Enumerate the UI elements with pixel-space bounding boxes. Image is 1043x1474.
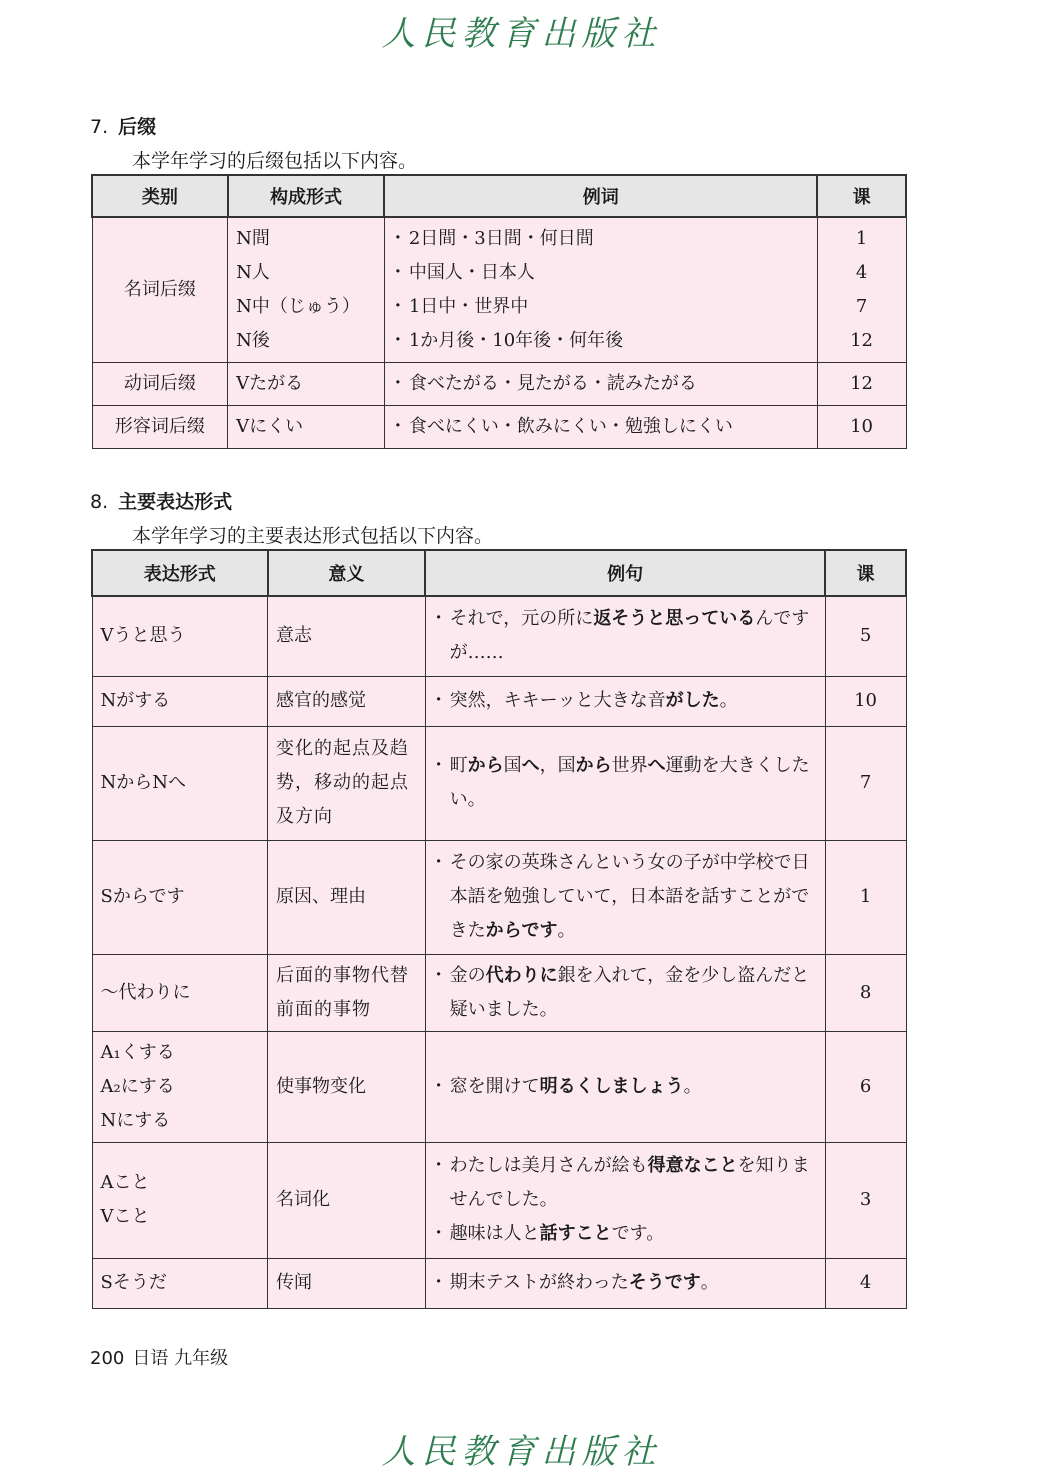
target-expression: 代わりに xyxy=(485,964,558,986)
expression-form: NからNへ xyxy=(100,772,186,793)
table-row xyxy=(92,406,906,449)
lesson-number: 7 xyxy=(855,296,868,317)
sentence-text: です。 xyxy=(611,1223,665,1244)
example-cell xyxy=(384,406,817,449)
example-cell xyxy=(384,217,817,363)
sentence-text: 町 xyxy=(449,755,468,776)
sentence-text: 世界 xyxy=(611,755,648,776)
sentence-text: 。 xyxy=(683,1075,702,1097)
category-cell: 名词后缀 xyxy=(92,217,228,363)
lesson-cell xyxy=(817,217,906,363)
expression-cell xyxy=(92,726,268,840)
lesson-cell: 5 xyxy=(825,596,906,676)
form-cell xyxy=(228,217,385,363)
example-item: ・ 2日間・3日間・何日間 xyxy=(393,222,809,256)
expression-form: Aこと xyxy=(100,1172,150,1193)
sentence-text: 期末テストが終わった xyxy=(449,1272,629,1293)
table-header-row xyxy=(92,550,906,596)
lesson-cell: 12 xyxy=(817,363,906,406)
target-expression: から xyxy=(575,755,612,776)
example-item: ・ 1日中・世界中 xyxy=(393,290,809,324)
lesson-cell: 10 xyxy=(817,406,906,449)
sentence-text: んですが…… xyxy=(449,608,810,664)
header-lesson: 课 xyxy=(817,175,906,217)
sentence-text: 趣味は人と xyxy=(449,1223,540,1244)
expression-cell xyxy=(92,676,268,726)
sentence-text: 。 xyxy=(700,1272,719,1293)
example-item: ・ 食べにくい・飲みにくい・勉強しにくい xyxy=(393,410,809,444)
table-row xyxy=(92,954,906,1031)
target-expression: へ xyxy=(647,755,666,776)
example-sentence xyxy=(434,1266,817,1300)
lesson-number: 4 xyxy=(855,262,868,283)
table-row xyxy=(92,1258,906,1308)
sentence-text: わたしは美月さんが絵も xyxy=(449,1155,648,1176)
header-meaning: 意义 xyxy=(268,550,426,596)
sentence-text: 窓を開けて xyxy=(449,1075,540,1097)
expression-table xyxy=(91,549,907,1309)
sentence-text: 。 xyxy=(719,690,738,711)
example-sentence xyxy=(434,749,817,817)
section7-title: 后缀 xyxy=(118,116,157,138)
lesson-cell: 4 xyxy=(825,1258,906,1308)
lesson-number: 1 xyxy=(855,228,868,249)
expression-form: ～代わりに xyxy=(100,981,191,1003)
expression-form: Sからです xyxy=(100,886,185,907)
example-sentence xyxy=(434,684,817,718)
form-item: N間 xyxy=(236,228,270,249)
expression-form: Nにする xyxy=(100,1109,171,1131)
example-cell xyxy=(425,676,825,726)
lesson-cell: 8 xyxy=(825,954,906,1031)
table-header-row xyxy=(92,175,906,217)
target-expression: がした xyxy=(665,690,720,711)
form-cell: Vにくい xyxy=(228,406,385,449)
lesson-cell: 3 xyxy=(825,1142,906,1258)
target-expression: からです xyxy=(485,920,558,941)
publisher-logo-top: 人民教育出版社 xyxy=(381,14,662,54)
expression-form: Nがする xyxy=(100,690,171,711)
meaning-cell: 变化的起点及趋势，移动的起点及方向 xyxy=(268,726,426,840)
example-sentence xyxy=(434,959,817,1027)
example-cell xyxy=(425,840,825,954)
table-row xyxy=(92,726,906,840)
header-expression: 表达形式 xyxy=(92,550,268,596)
expression-form: A₁くする xyxy=(100,1041,175,1063)
sentence-text: 運動を大きくしたい。 xyxy=(449,755,810,810)
target-expression: 得意なこと xyxy=(647,1155,738,1176)
section8-heading xyxy=(90,487,232,514)
lesson-cell: 10 xyxy=(825,676,906,726)
target-expression: 話すこと xyxy=(539,1223,612,1244)
example-sentence xyxy=(434,1070,817,1104)
target-expression: へ xyxy=(521,755,540,776)
form-item: N人 xyxy=(236,262,270,283)
expression-form: Vこと xyxy=(100,1206,150,1227)
header-example-sentence: 例句 xyxy=(425,550,825,596)
header-form: 构成形式 xyxy=(228,175,385,217)
section7-heading xyxy=(90,112,156,139)
table-row xyxy=(92,596,906,676)
expression-cell xyxy=(92,596,268,676)
target-expression: 明るくしましょう xyxy=(539,1075,684,1097)
section8-intro: 本学年学习的主要表达形式包括以下内容。 xyxy=(132,525,494,547)
expression-cell xyxy=(92,954,268,1031)
table-row xyxy=(92,363,906,406)
example-item: ・ 1か月後・10年後・何年後 xyxy=(393,324,809,358)
example-cell xyxy=(425,726,825,840)
sentence-text: 。 xyxy=(557,920,576,941)
table-row xyxy=(92,840,906,954)
book-title: 日语 九年级 xyxy=(132,1348,229,1369)
lesson-cell: 7 xyxy=(825,726,906,840)
expression-cell xyxy=(92,1258,268,1308)
meaning-cell: 原因、理由 xyxy=(268,840,426,954)
table-row xyxy=(92,1142,906,1258)
lesson-number: 12 xyxy=(850,330,874,351)
meaning-cell: 名词化 xyxy=(268,1142,426,1258)
section8-number: 8. xyxy=(90,491,109,513)
section8-title: 主要表达形式 xyxy=(118,491,233,513)
meaning-cell: 意志 xyxy=(268,596,426,676)
expression-form: Vうと思う xyxy=(100,625,186,647)
example-item: ・ 中国人・日本人 xyxy=(393,256,809,290)
meaning-cell: 后面的事物代替前面的事物 xyxy=(268,954,426,1031)
expression-cell xyxy=(92,1031,268,1142)
meaning-cell: 感官的感觉 xyxy=(268,676,426,726)
sentence-text: ，国 xyxy=(539,755,576,776)
sentence-text: その家の英珠さんという女の子が中学校で日本語を勉強していて，日本語を話すことができた xyxy=(449,852,810,941)
example-sentence xyxy=(434,846,817,948)
sentence-text: 国 xyxy=(503,755,522,776)
example-cell xyxy=(384,363,817,406)
expression-form: Sそうだ xyxy=(100,1272,167,1293)
sentence-text: を知りませんでした。 xyxy=(449,1155,810,1210)
publisher-logo-bottom: 人民教育出版社 xyxy=(381,1432,662,1472)
header-example-words: 例词 xyxy=(384,175,817,217)
form-item: N中（じゅう） xyxy=(236,296,360,317)
target-expression: から xyxy=(467,755,504,776)
table-row xyxy=(92,676,906,726)
page-footer xyxy=(90,1344,228,1370)
form-item: N後 xyxy=(236,330,270,351)
example-cell xyxy=(425,1031,825,1142)
header-lesson: 课 xyxy=(825,550,906,596)
section7-number: 7. xyxy=(90,116,109,138)
lesson-cell: 6 xyxy=(825,1031,906,1142)
meaning-cell: 使事物变化 xyxy=(268,1031,426,1142)
example-cell xyxy=(425,954,825,1031)
example-sentence xyxy=(434,1149,817,1217)
expression-cell xyxy=(92,840,268,954)
suffix-table xyxy=(91,174,907,449)
example-cell xyxy=(425,596,825,676)
form-cell: Vたがる xyxy=(228,363,385,406)
section7-intro: 本学年学习的后缀包括以下内容。 xyxy=(132,150,418,172)
page-number: 200 xyxy=(90,1348,125,1369)
table-row xyxy=(92,217,906,363)
lesson-cell: 1 xyxy=(825,840,906,954)
table-row xyxy=(92,1031,906,1142)
sentence-text: 金の xyxy=(449,964,486,986)
example-sentence xyxy=(434,602,817,670)
sentence-text: それで，元の所に xyxy=(449,608,594,630)
target-expression: そうです xyxy=(628,1272,701,1293)
example-cell xyxy=(425,1142,825,1258)
example-item: ・ 食べたがる・見たがる・読みたがる xyxy=(393,367,809,401)
expression-cell xyxy=(92,1142,268,1258)
sentence-text: 突然，キキーッと大きな音 xyxy=(449,690,666,711)
expression-form: A₂にする xyxy=(100,1075,175,1097)
sentence-text: 銀を入れて，金を少し盗んだと疑いました。 xyxy=(449,964,810,1020)
example-cell xyxy=(425,1258,825,1308)
category-cell: 形容词后缀 xyxy=(92,406,228,449)
header-category: 类别 xyxy=(92,175,228,217)
target-expression: 返そうと思っている xyxy=(593,608,756,630)
meaning-cell: 传闻 xyxy=(268,1258,426,1308)
example-sentence xyxy=(434,1217,817,1251)
category-cell: 动词后缀 xyxy=(92,363,228,406)
